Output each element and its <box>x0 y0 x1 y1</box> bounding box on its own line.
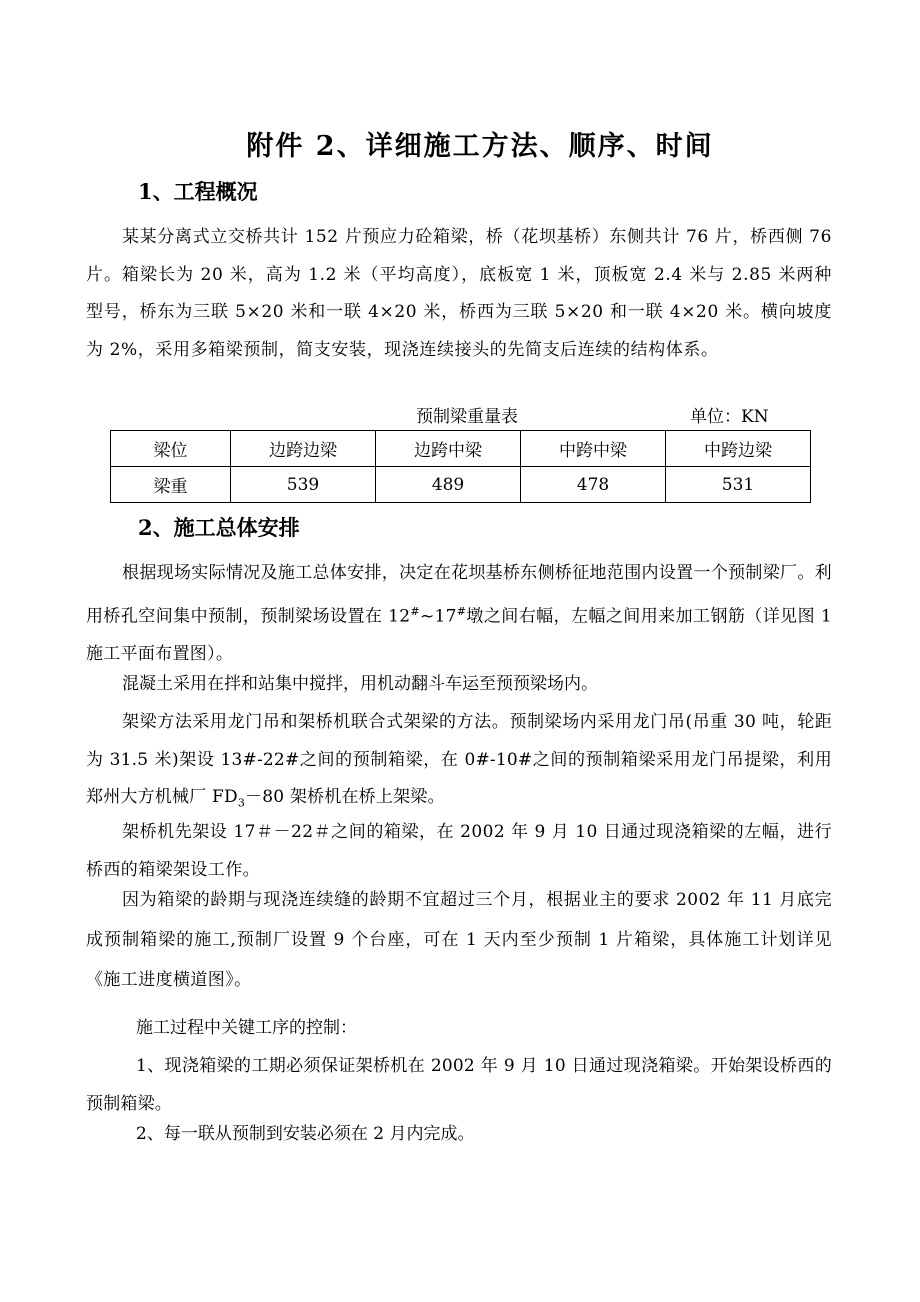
table-header-cell: 梁位 <box>111 431 231 467</box>
arrangement-paragraph-2: 混凝土采用在拌和站集中搅拌，用机动翻斗车运至预预梁场内。 <box>122 674 598 694</box>
table-cell: 531 <box>666 467 811 503</box>
overview-paragraph: 某某分离式立交桥共计 152 片预应力砼箱梁，桥（花坝基桥）东侧共计 76 片，桥西侧 76 片。箱梁长为 20 米，高为 1.2 米（平均高度），底板宽 1 米，顶板宽 2.4 米与 2.85 米两种型号，桥东为三联 5×20 米和一联 4×20 米，桥西为三联 5×20 和一联 4×20 米。横向坡度为 2%，采用多箱梁预制，简支安装，现浇连续接头的先简支后连续的结构体系。 <box>86 227 832 360</box>
text-run: ~17 <box>419 606 457 627</box>
superscript: # <box>456 604 467 618</box>
table-row <box>111 467 811 503</box>
arrangement-paragraph-1 <box>86 555 832 673</box>
table-header-cell: 边跨边梁 <box>231 431 376 467</box>
text-run: －80 架桥机在桥上架梁。 <box>245 787 445 807</box>
table-cell: 489 <box>376 467 521 503</box>
table-caption: 预制梁重量表 <box>416 407 518 427</box>
table-header-cell: 中跨中梁 <box>521 431 666 467</box>
arrangement-paragraph-3 <box>86 704 832 822</box>
section-heading-arrangement: 2、施工总体安排 <box>138 515 300 540</box>
table-header-cell: 中跨边梁 <box>666 431 811 467</box>
arrangement-paragraph-4: 架桥机先架设 17＃－22＃之间的箱梁，在 2002 年 9 月 10 日通过现浇箱梁的左幅，进行桥西的箱梁架设工作。 <box>86 822 832 880</box>
table-cell: 梁重 <box>111 467 231 503</box>
arrangement-paragraph-5: 因为箱梁的龄期与现浇连续缝的龄期不宜超过三个月，根据业主的要求 2002 年 11 月底完成预制箱梁的施工,预制厂设置 9 个台座，可在 1 天内至少预制 1 片箱梁，具体施工计划详见《施工进度横道图》。 <box>86 890 832 990</box>
table-cell: 539 <box>231 467 376 503</box>
text-run: 架梁方法采用龙门吊和架桥机联合式架梁的方法。预制梁场内采用龙门吊(吊重 30 吨，轮距为 31.5 米)架设 13#-22#之间的预制箱梁，在 0#-10#之间的预制箱梁采用龙门吊提梁，利用郑州大方机械厂 FD <box>86 712 832 807</box>
table-header-cell: 边跨中梁 <box>376 431 521 467</box>
text-run: 根据现场实际情况及施工总体安排，决定在花坝基桥东侧桥征地范围内设置一个预制梁厂。利用桥孔空间集中预制，预制梁场设置在 12 <box>86 563 832 627</box>
key-process-item-2: 2、每一联从预制到安装必须在 2 月内完成。 <box>136 1124 475 1144</box>
table-unit: 单位：KN <box>690 407 769 427</box>
superscript: # <box>410 604 420 618</box>
table-cell: 478 <box>521 467 666 503</box>
text-run: 墩之间右幅，左幅之间用来加工钢筋（详见图 1 施工平面布置图）。 <box>86 606 832 664</box>
subscript: 3 <box>237 796 246 810</box>
beam-weight-table <box>110 430 811 503</box>
section-heading-overview: 1、工程概况 <box>138 179 258 204</box>
key-process-heading: 施工过程中关键工序的控制： <box>136 1018 357 1038</box>
table-header-row <box>111 431 811 467</box>
key-process-item-1: 1、现浇箱梁的工期必须保证架桥机在 2002 年 9 月 10 日通过现浇箱梁。开始架设桥西的预制箱梁。 <box>86 1056 832 1114</box>
page-title: 附件 2、详细施工方法、顺序、时间 <box>246 131 714 162</box>
